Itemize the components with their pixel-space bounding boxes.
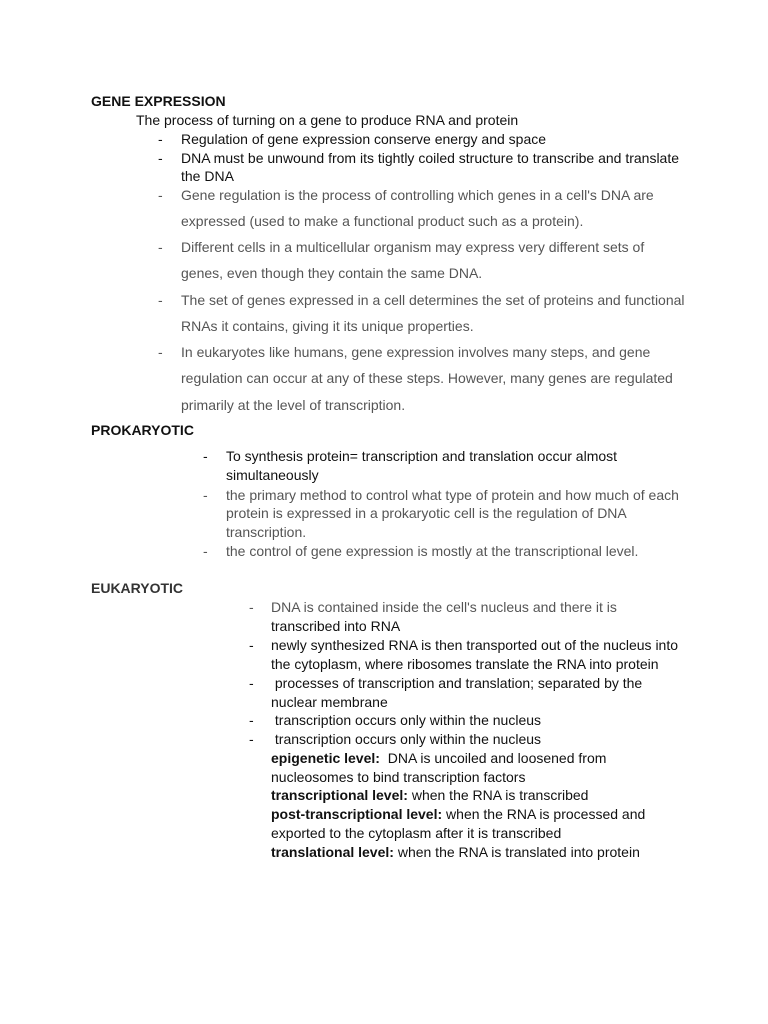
translational-level-line (271, 843, 640, 861)
bullet-dash: - (203, 448, 208, 464)
eukaryotic-bullet-3-line-2: nuclear membrane (271, 694, 388, 710)
prokaryotic-bullet-2-line-3: transcription. (226, 524, 307, 540)
prokaryotic-bullet-1-line-2: simultaneously (226, 467, 319, 483)
epigenetic-level-text: DNA is uncoiled and loosened from (379, 750, 607, 766)
bullet-dash: - (203, 487, 208, 503)
bullet-dash: - (158, 344, 163, 360)
bullet-dash: - (249, 712, 254, 728)
gene-expression-bullet-3-line-1: Gene regulation is the process of controlling which genes in a cell's DNA are (181, 187, 654, 203)
bullet-dash: - (158, 150, 163, 166)
bullet-dash: - (203, 543, 208, 559)
bullet-dash: - (249, 675, 254, 691)
translational-level-label: translational level: (271, 844, 394, 860)
gene-expression-bullet-3-line-2: expressed (used to make a functional product such as a protein). (181, 213, 584, 229)
post-transcriptional-level-label: post-transcriptional level: (271, 806, 443, 822)
bullet-dash: - (158, 131, 163, 147)
eukaryotic-bullet-2-line-1: newly synthesized RNA is then transported out of the nucleus into (271, 637, 679, 653)
translational-level-text: when the RNA is translated into protein (393, 844, 640, 860)
prokaryotic-bullet-2-line-1: the primary method to control what type of protein and how much of each (226, 487, 679, 503)
eukaryotic-bullet-2-line-2: the cytoplasm, where ribosomes translate the RNA into protein (271, 656, 659, 672)
bullet-dash: - (249, 731, 254, 747)
transcriptional-level-text: when the RNA is transcribed (407, 787, 589, 803)
eukaryotic-heading: EUKARYOTIC (91, 580, 184, 596)
gene-expression-bullet-6-line-2: regulation can occur at any of these steps. However, many genes are regulated (181, 370, 673, 386)
bullet-dash: - (158, 239, 163, 255)
prokaryotic-bullet-1-line-1: To synthesis protein= transcription and translation occur almost (226, 448, 618, 464)
prokaryotic-bullet-2-line-2: protein is expressed in a prokaryotic cell is the regulation of DNA (226, 505, 627, 521)
eukaryotic-bullet-1-line-2: transcribed into RNA (271, 618, 401, 634)
eukaryotic-bullet-5: transcription occurs only within the nucleus (271, 731, 542, 747)
prokaryotic-heading: PROKARYOTIC (91, 422, 194, 438)
gene-expression-bullet-2-line-1: DNA must be unwound from its tightly coiled structure to transcribe and translate (181, 150, 680, 166)
epigenetic-level-line (271, 749, 606, 767)
bullet-dash: - (158, 187, 163, 203)
gene-expression-heading: GENE EXPRESSION (91, 93, 226, 109)
gene-expression-bullet-4-line-2: genes, even though they contain the same DNA. (181, 265, 483, 281)
gene-expression-bullet-6-line-3: primarily at the level of transcription. (181, 397, 406, 413)
post-transcriptional-level-text-2: exported to the cytoplasm after it is transcribed (271, 825, 562, 841)
post-transcriptional-level-text: when the RNA is processed and (442, 806, 646, 822)
gene-expression-bullet-5-line-2: RNAs it contains, giving it its unique properties. (181, 318, 474, 334)
bullet-dash: - (158, 292, 163, 308)
gene-expression-bullet-5-line-1: The set of genes expressed in a cell determines the set of proteins and functional (181, 292, 685, 308)
epigenetic-level-label: epigenetic level: (271, 750, 380, 766)
eukaryotic-bullet-3-line-1: processes of transcription and translation; separated by the (271, 675, 643, 691)
bullet-dash: - (249, 599, 254, 615)
post-transcriptional-level-line (271, 805, 645, 823)
eukaryotic-bullet-4: transcription occurs only within the nucleus (271, 712, 542, 728)
prokaryotic-bullet-3: the control of gene expression is mostly at the transcriptional level. (226, 543, 639, 559)
gene-expression-bullet-4-line-1: Different cells in a multicellular organism may express very different sets of (181, 239, 645, 255)
gene-expression-bullet-2-line-2: the DNA (181, 168, 234, 184)
transcriptional-level-line (271, 786, 588, 804)
gene-expression-bullet-1: Regulation of gene expression conserve energy and space (181, 131, 547, 147)
gene-expression-bullet-6-line-1: In eukaryotes like humans, gene expression involves many steps, and gene (181, 344, 651, 360)
gene-expression-intro: The process of turning on a gene to produce RNA and protein (136, 112, 519, 128)
epigenetic-level-text-2: nucleosomes to bind transcription factors (271, 769, 526, 785)
transcriptional-level-label: transcriptional level: (271, 787, 408, 803)
eukaryotic-bullet-1-line-1: DNA is contained inside the cell's nucleus and there it is (271, 599, 617, 615)
bullet-dash: - (249, 637, 254, 653)
